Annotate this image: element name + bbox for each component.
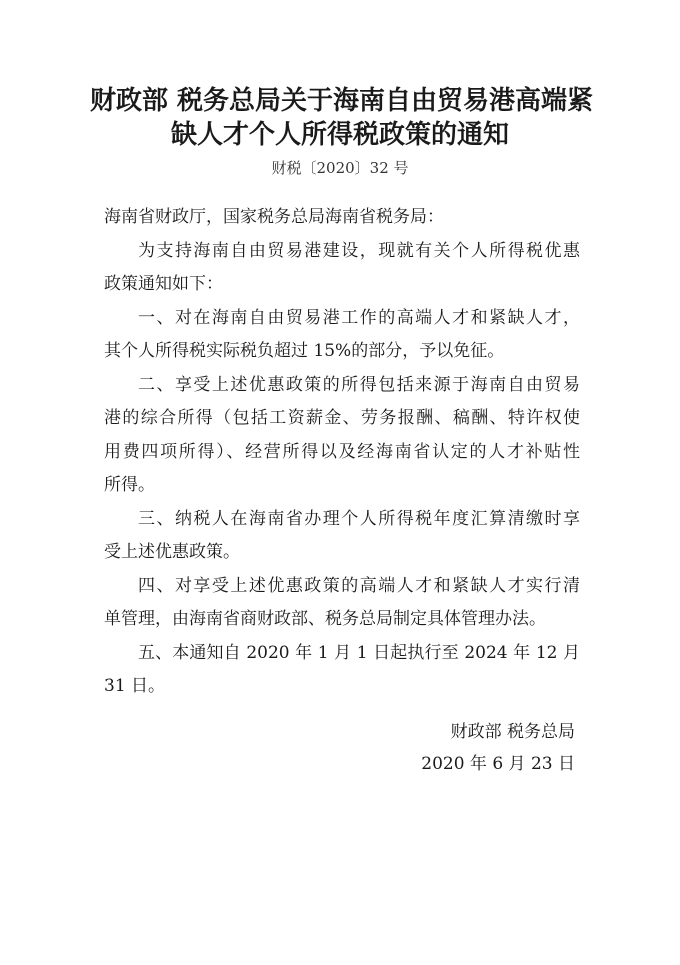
body-text-line: 三、纳税人在海南省办理个人所得税年度汇算清缴时享	[138, 508, 580, 529]
body-text-line: 单管理，由海南省商财政部、税务总局制定具体管理办法。	[104, 609, 546, 629]
document-title-line-1: 财政部 税务总局关于海南自由贸易港高端紧	[90, 86, 594, 116]
body-text-line: 五、本通知自 2020 年 1 月 1 日起执行至 2024 年 12 月	[138, 642, 580, 663]
body-text-line: 31 日。	[104, 676, 166, 696]
document-body	[104, 201, 580, 704]
document-number: 财税〔2020〕32 号	[271, 159, 409, 177]
body-text-line: 四、对享受上述优惠政策的高端人才和紧缺人才实行清	[138, 575, 580, 596]
signature-date: 2020 年 6 月 23 日	[421, 754, 575, 774]
body-text-line: 所得。	[104, 475, 155, 495]
body-text-line: 一、对在海南自由贸易港工作的高端人才和紧缺人才，	[138, 307, 580, 328]
body-text-line: 用费四项所得）、经营所得以及经海南省认定的人才补贴性	[104, 441, 580, 462]
body-text-line: 二、享受上述优惠政策的所得包括来源于海南自由贸易	[138, 374, 580, 395]
body-text-line: 港的综合所得（包括工资薪金、劳务报酬、稿酬、特许权使	[104, 408, 580, 428]
body-text-line: 政策通知如下：	[104, 274, 223, 294]
signature-issuers: 财政部 税务总局	[450, 722, 575, 742]
body-text-line: 为支持海南自由贸易港建设，现就有关个人所得税优惠	[138, 240, 580, 261]
body-text-line: 其个人所得税实际税负超过 15%的部分，予以免征。	[104, 341, 505, 361]
body-text-line: 海南省财政厅，国家税务总局海南省税务局：	[104, 207, 444, 227]
document-title-line-2: 缺人才个人所得税政策的通知	[170, 120, 509, 150]
body-text-line: 受上述优惠政策。	[104, 542, 240, 562]
